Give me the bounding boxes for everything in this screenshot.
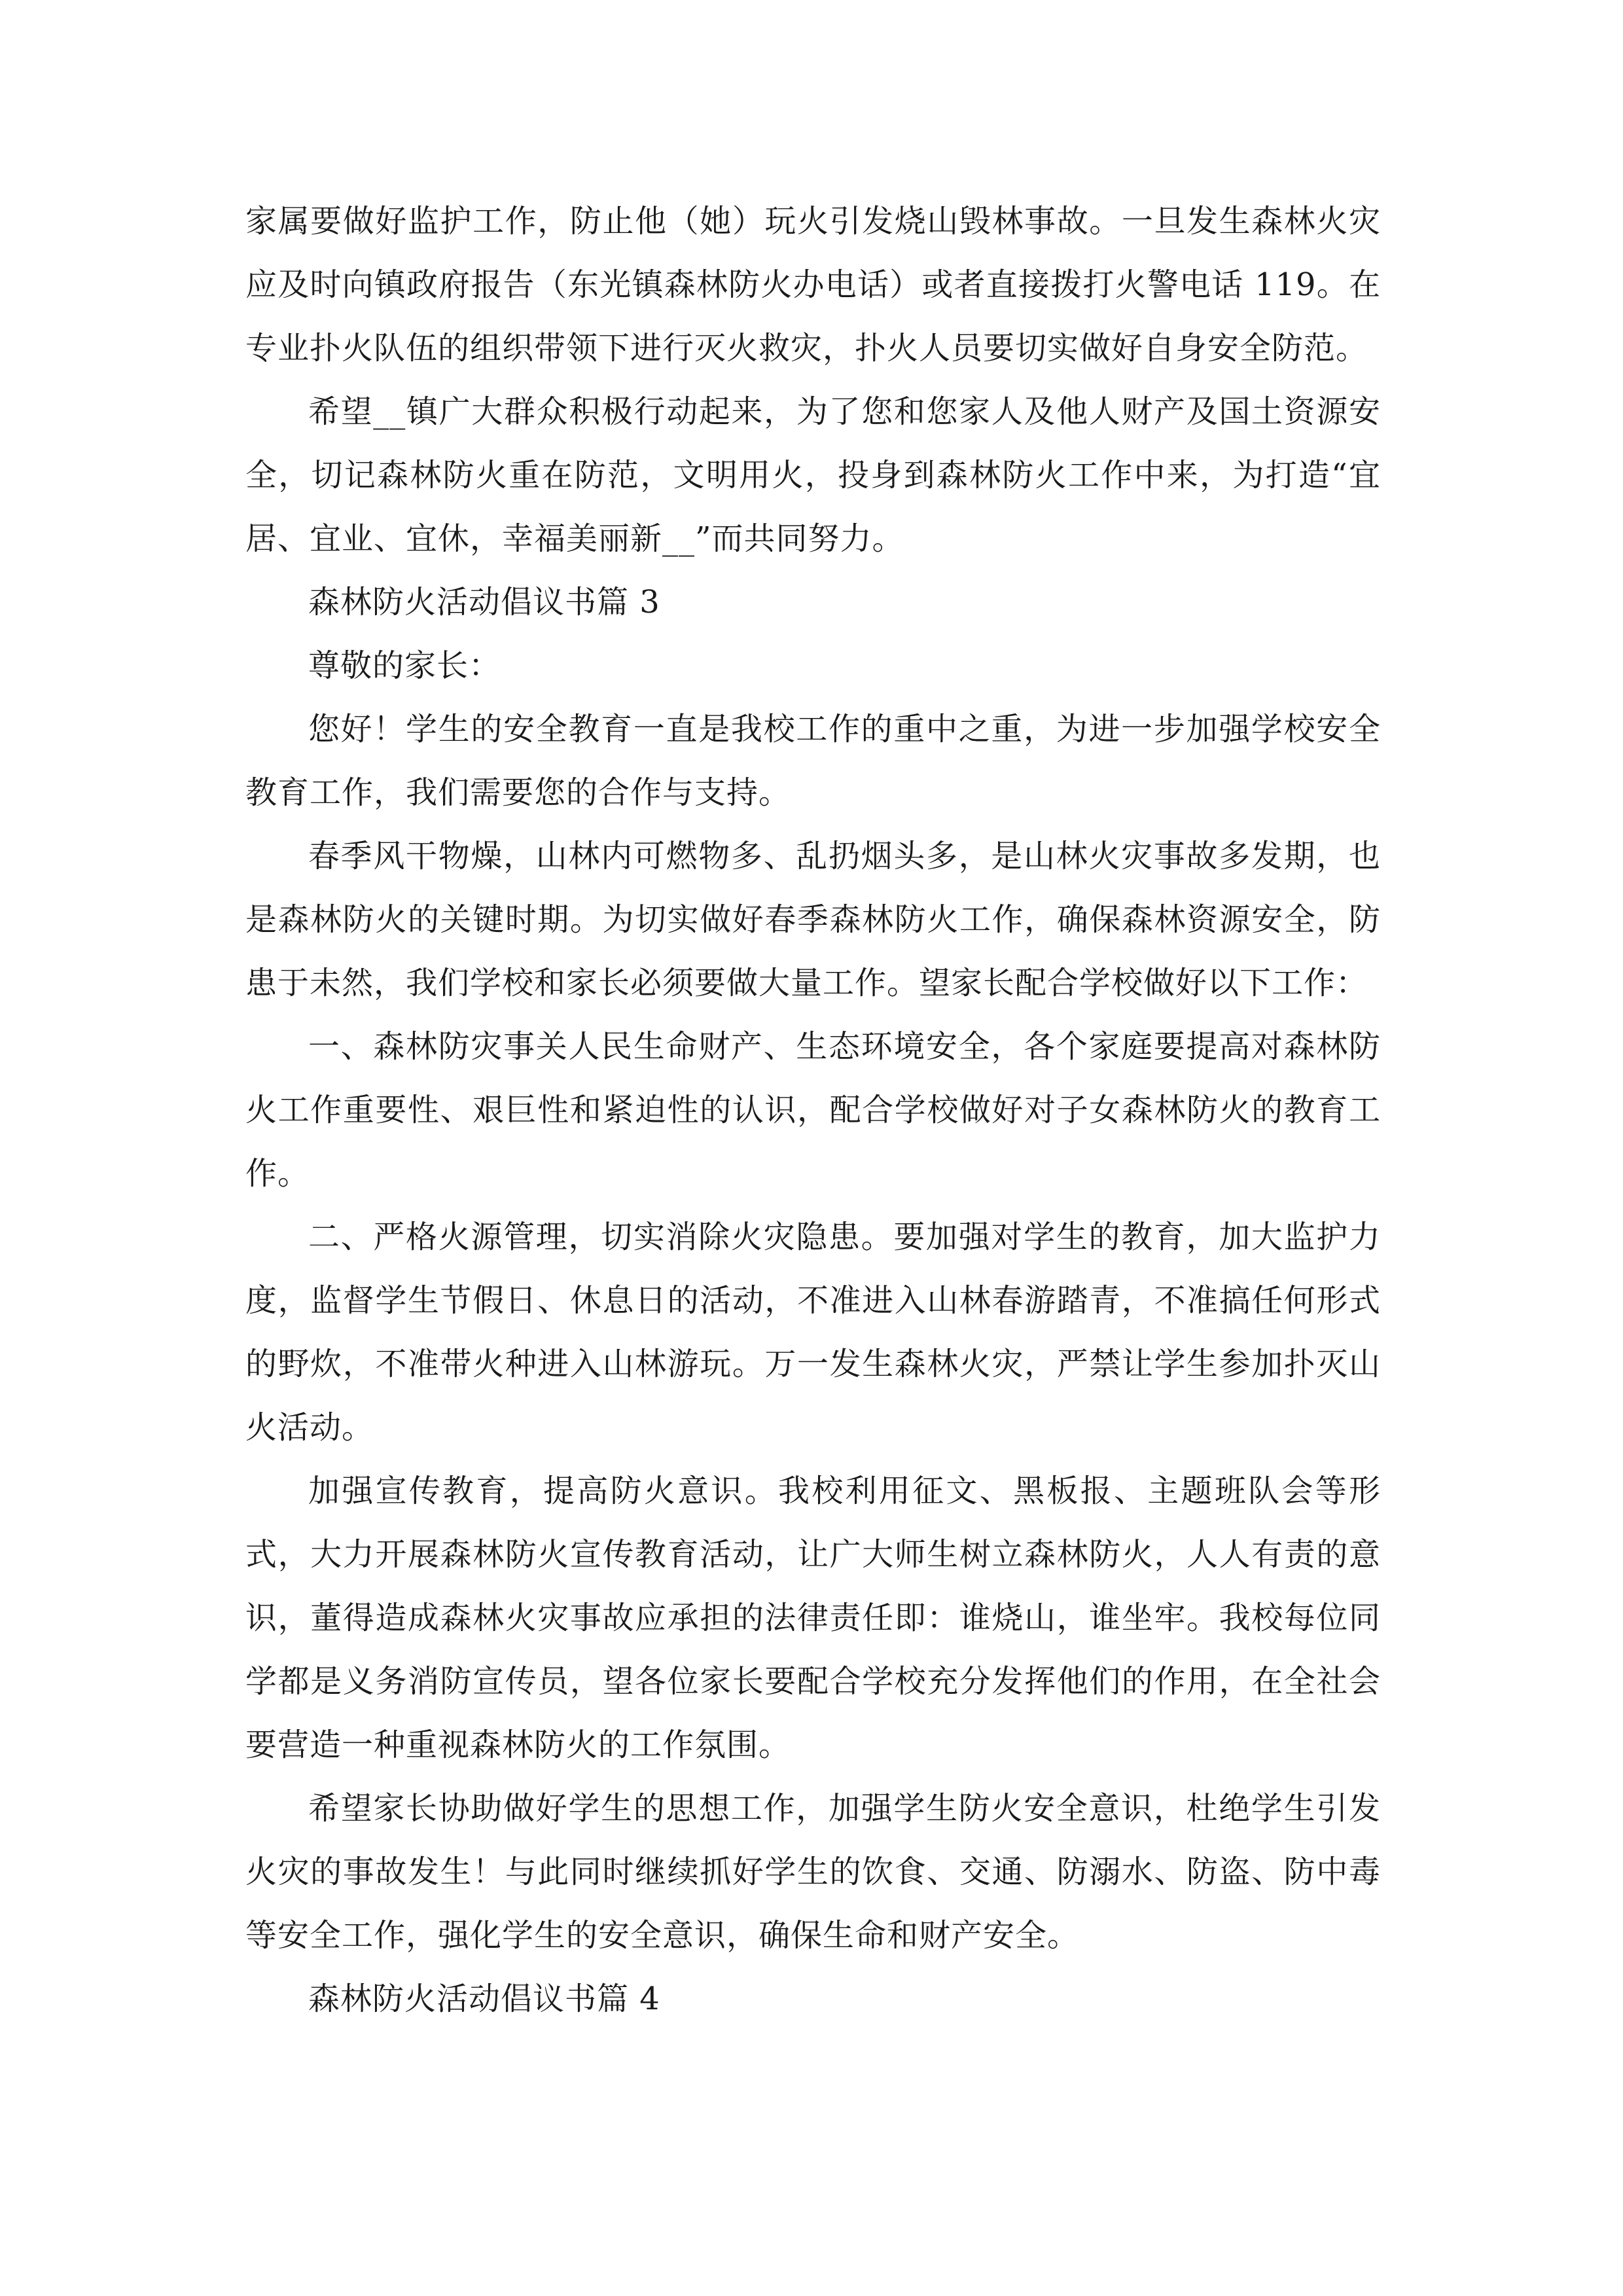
paragraph: 二、严格火源管理，切实消除火灾隐患。要加强对学生的教育，加大监护力度，监督学生节假日、休息日的活动，不准进入山林春游踏青，不准搞任何形式的野炊，不准带火种进入山林游玩。万一发生森林火灾，严禁让学生参加扑灭山火活动。 bbox=[245, 1219, 1381, 1446]
section-heading: 森林防火活动倡议书篇 3 bbox=[308, 584, 660, 620]
paragraph-continued: 家属要做好监护工作，防止他（她）玩火引发烧山毁林事故。一旦发生森林火灾应及时向镇政府报告（东光镇森林防火办电话）或者直接拨打火警电话 119。在专业扑火队伍的组织带领下进行灭火救灾，扑火人员要切实做好自身安全防范。 bbox=[245, 203, 1381, 367]
paragraph: 希望__镇广大群众积极行动起来，为了您和您家人及他人财产及国土资源安全，切记森林防火重在防范，文明用火，投身到森林防火工作中来，为打造“宜居、宜业、宜休，幸福美丽新__”而共同努力。 bbox=[245, 393, 1381, 557]
paragraph: 春季风干物燥，山林内可燃物多、乱扔烟头多，是山林火灾事故多发期，也是森林防火的关键时期。为切实做好春季森林防火工作，确保森林资源安全，防患于未然，我们学校和家长必须要做大量工作。望家长配合学校做好以下工作： bbox=[245, 838, 1381, 1001]
paragraph: 希望家长协助做好学生的思想工作，加强学生防火安全意识，杜绝学生引发火灾的事故发生！与此同时继续抓好学生的饮食、交通、防溺水、防盗、防中毒等安全工作，强化学生的安全意识，确保生命和财产安全。 bbox=[245, 1790, 1381, 1954]
paragraph: 加强宣传教育，提高防火意识。我校利用征文、黑板报、主题班队会等形式，大力开展森林防火宣传教育活动，让广大师生树立森林防火，人人有责的意识，董得造成森林火灾事故应承担的法律责任即：谁烧山，谁坐牢。我校每位同学都是义务消防宣传员，望各位家长要配合学校充分发挥他们的作用，在全社会要营造一种重视森林防火的工作氛围。 bbox=[245, 1473, 1381, 1763]
salutation: 尊敬的家长： bbox=[308, 647, 501, 684]
paragraph: 一、森林防灾事关人民生命财产、生态环境安全，各个家庭要提高对森林防火工作重要性、艰巨性和紧迫性的认识，配合学校做好对子女森林防火的教育工作。 bbox=[245, 1028, 1381, 1192]
section-heading: 森林防火活动倡议书篇 4 bbox=[308, 1981, 660, 2017]
paragraph: 您好！学生的安全教育一直是我校工作的重中之重，为进一步加强学校安全教育工作，我们需要您的合作与支持。 bbox=[245, 711, 1381, 811]
document-body bbox=[245, 190, 1381, 2031]
